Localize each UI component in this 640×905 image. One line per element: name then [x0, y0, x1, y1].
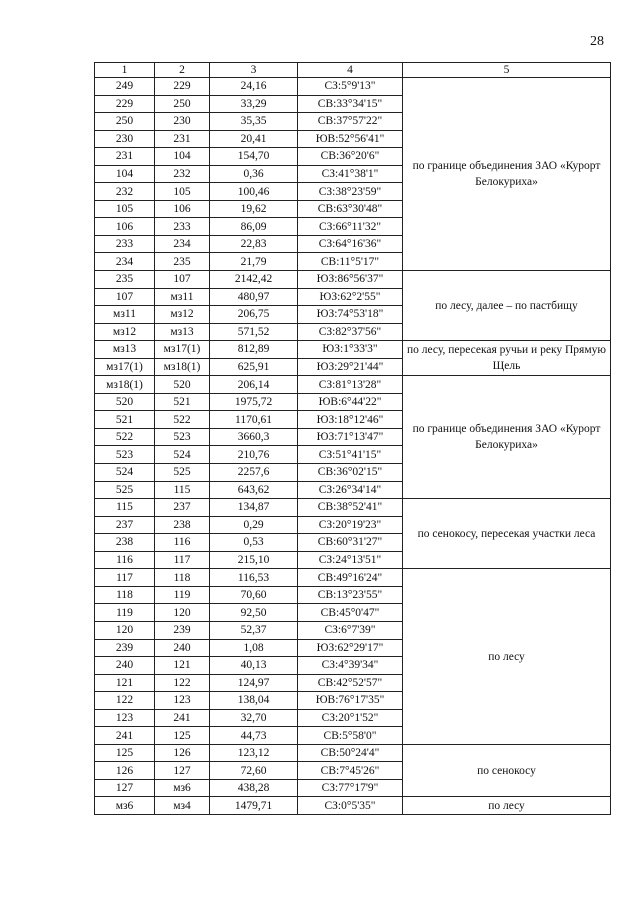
table-cell: 522	[95, 428, 155, 446]
table-cell: ЮЗ:62°29'17"	[298, 639, 403, 657]
table-cell: 625,91	[210, 358, 298, 376]
table-cell: 32,70	[210, 709, 298, 727]
table-cell: 231	[155, 130, 210, 148]
table-cell: 1170,61	[210, 411, 298, 429]
table-row	[95, 569, 611, 587]
table-cell: СЗ:24°13'51"	[298, 551, 403, 569]
table-cell: 105	[95, 200, 155, 218]
route-description-cell: по лесу, далее – по пастбищу	[403, 271, 611, 341]
table-cell: СЗ:82°37'56"	[298, 323, 403, 341]
table-cell: 104	[155, 148, 210, 166]
table-cell: 106	[95, 218, 155, 236]
table-cell: СВ:45°0'47"	[298, 604, 403, 622]
table-row	[95, 341, 611, 359]
table-cell: 70,60	[210, 586, 298, 604]
table-body	[95, 78, 611, 815]
table-cell: 24,16	[210, 78, 298, 96]
table-cell: СЗ:77°17'9"	[298, 779, 403, 797]
table-cell: 520	[155, 376, 210, 394]
table-cell: 522	[155, 411, 210, 429]
table-cell: 210,76	[210, 446, 298, 464]
table-cell: СЗ:66°11'32"	[298, 218, 403, 236]
table-cell: 107	[155, 271, 210, 289]
table-cell: 238	[95, 534, 155, 552]
table-cell: мз4	[155, 797, 210, 815]
table-cell: 92,50	[210, 604, 298, 622]
table-cell: 238	[155, 516, 210, 534]
table-cell: 237	[155, 499, 210, 517]
table-cell: 235	[155, 253, 210, 271]
table-row	[95, 744, 611, 762]
table-cell: 0,29	[210, 516, 298, 534]
table-cell: 206,75	[210, 306, 298, 324]
table-cell: 241	[95, 727, 155, 745]
table-cell: 520	[95, 393, 155, 411]
table-cell: 230	[155, 113, 210, 131]
table-cell: СЗ:20°19'23"	[298, 516, 403, 534]
table-cell: 229	[155, 78, 210, 96]
table-cell: 100,46	[210, 183, 298, 201]
table-cell: мз17(1)	[155, 341, 210, 359]
table-cell: ЮЗ:62°2'55"	[298, 288, 403, 306]
table-cell: ЮЗ:86°56'37"	[298, 271, 403, 289]
table-cell: 234	[155, 235, 210, 253]
table-cell: ЮЗ:1°33'3"	[298, 341, 403, 359]
table-cell: 120	[95, 621, 155, 639]
table-cell: 249	[95, 78, 155, 96]
table-cell: 3660,3	[210, 428, 298, 446]
table-cell: 643,62	[210, 481, 298, 499]
table-cell: 117	[95, 569, 155, 587]
table-cell: мз12	[155, 306, 210, 324]
table-cell: ЮЗ:71°13'47"	[298, 428, 403, 446]
table-cell: 232	[155, 165, 210, 183]
table-cell: 0,53	[210, 534, 298, 552]
table-cell: 123,12	[210, 744, 298, 762]
table-cell: ЮЗ:18°12'46"	[298, 411, 403, 429]
table-cell: 230	[95, 130, 155, 148]
table-cell: 124,97	[210, 674, 298, 692]
table-row	[95, 499, 611, 517]
table-cell: 521	[155, 393, 210, 411]
table-cell: 125	[155, 727, 210, 745]
table-cell: 525	[95, 481, 155, 499]
table-cell: СЗ:41°38'1"	[298, 165, 403, 183]
route-description-cell: по сенокосу	[403, 744, 611, 797]
table-cell: 120	[155, 604, 210, 622]
table-cell: 215,10	[210, 551, 298, 569]
header-cell: 2	[155, 63, 210, 78]
route-description-cell: по лесу, пересекая ручьи и реку Прямую Щель	[403, 341, 611, 376]
table-cell: 234	[95, 253, 155, 271]
table-cell: 480,97	[210, 288, 298, 306]
table-cell: СЗ:26°34'14"	[298, 481, 403, 499]
table-cell: СВ:38°52'41"	[298, 499, 403, 517]
table-cell: 22,83	[210, 235, 298, 253]
route-description-cell: по границе объединения ЗАО «Курорт Белокуриха»	[403, 376, 611, 499]
table-cell: 524	[95, 464, 155, 482]
table-cell: 138,04	[210, 692, 298, 710]
table-cell: 2257,6	[210, 464, 298, 482]
table-cell: СЗ:38°23'59"	[298, 183, 403, 201]
table-cell: 115	[155, 481, 210, 499]
table-cell: мз11	[155, 288, 210, 306]
table-cell: СВ:36°20'6"	[298, 148, 403, 166]
table-row	[95, 376, 611, 394]
table-cell: 250	[95, 113, 155, 131]
table-cell: СЗ:20°1'52"	[298, 709, 403, 727]
table-cell: мз17(1)	[95, 358, 155, 376]
table-cell: 86,09	[210, 218, 298, 236]
table-cell: 106	[155, 200, 210, 218]
table-cell: 232	[95, 183, 155, 201]
table-cell: 33,29	[210, 95, 298, 113]
table-cell: 40,13	[210, 657, 298, 675]
table-cell: 118	[155, 569, 210, 587]
boundary-table	[94, 62, 611, 815]
table-cell: 1,08	[210, 639, 298, 657]
table-cell: 239	[95, 639, 155, 657]
table-cell: 127	[95, 779, 155, 797]
table-cell: 2142,42	[210, 271, 298, 289]
table-cell: СВ:13°23'55"	[298, 586, 403, 604]
table-cell: СВ:37°57'22"	[298, 113, 403, 131]
table-cell: СВ:5°58'0"	[298, 727, 403, 745]
table-cell: ЮВ:52°56'41"	[298, 130, 403, 148]
table-cell: 233	[95, 235, 155, 253]
table-cell: 123	[95, 709, 155, 727]
table-cell: 72,60	[210, 762, 298, 780]
header-cell: 1	[95, 63, 155, 78]
table-cell: СВ:11°5'17"	[298, 253, 403, 271]
table-cell: 523	[155, 428, 210, 446]
table-cell: 525	[155, 464, 210, 482]
table-cell: 206,14	[210, 376, 298, 394]
table-cell: 438,28	[210, 779, 298, 797]
table-cell: 134,87	[210, 499, 298, 517]
table-cell: мз13	[95, 341, 155, 359]
table-row	[95, 271, 611, 289]
table-cell: мз18(1)	[95, 376, 155, 394]
route-description-cell: по границе объединения ЗАО «Курорт Белокуриха»	[403, 78, 611, 271]
table-row	[95, 78, 611, 96]
table-cell: 241	[155, 709, 210, 727]
table-cell: 125	[95, 744, 155, 762]
header-cell: 5	[403, 63, 611, 78]
table-cell: 127	[155, 762, 210, 780]
table-cell: 239	[155, 621, 210, 639]
table-cell: СВ:36°02'15"	[298, 464, 403, 482]
table-cell: 235	[95, 271, 155, 289]
table-cell: 123	[155, 692, 210, 710]
table-cell: 122	[155, 674, 210, 692]
table-cell: СВ:49°16'24"	[298, 569, 403, 587]
header-row	[95, 63, 611, 78]
table-cell: 233	[155, 218, 210, 236]
table-cell: ЮВ:6°44'22"	[298, 393, 403, 411]
table-cell: 20,41	[210, 130, 298, 148]
table-cell: ЮЗ:74°53'18"	[298, 306, 403, 324]
table-cell: мз11	[95, 306, 155, 324]
table-row	[95, 797, 611, 815]
page-number: 28	[590, 34, 604, 49]
header-cell: 3	[210, 63, 298, 78]
table-cell: 19,62	[210, 200, 298, 218]
table-cell: 126	[95, 762, 155, 780]
table-cell: СЗ:4°39'34"	[298, 657, 403, 675]
table-cell: 107	[95, 288, 155, 306]
table-cell: 105	[155, 183, 210, 201]
table-cell: 154,70	[210, 148, 298, 166]
route-description-cell: по лесу	[403, 569, 611, 744]
table-cell: 524	[155, 446, 210, 464]
table-cell: ЮВ:76°17'35"	[298, 692, 403, 710]
table-cell: 115	[95, 499, 155, 517]
table-cell: 121	[155, 657, 210, 675]
table-cell: мз12	[95, 323, 155, 341]
table-cell: 21,79	[210, 253, 298, 271]
table-cell: 523	[95, 446, 155, 464]
table-cell: СЗ:51°41'15"	[298, 446, 403, 464]
table-cell: СВ:63°30'48"	[298, 200, 403, 218]
table-cell: мз6	[155, 779, 210, 797]
table-cell: 116,53	[210, 569, 298, 587]
table-cell: 122	[95, 692, 155, 710]
table-cell: СЗ:0°5'35"	[298, 797, 403, 815]
route-description-cell: по лесу	[403, 797, 611, 815]
table-cell: 44,73	[210, 727, 298, 745]
table-cell: 250	[155, 95, 210, 113]
table-cell: СВ:7°45'26"	[298, 762, 403, 780]
table-cell: 240	[155, 639, 210, 657]
route-description-cell: по сенокосу, пересекая участки леса	[403, 499, 611, 569]
table-cell: 571,52	[210, 323, 298, 341]
table-cell: СВ:60°31'27"	[298, 534, 403, 552]
table-cell: 119	[155, 586, 210, 604]
table-cell: 116	[95, 551, 155, 569]
table-cell: 35,35	[210, 113, 298, 131]
table-cell: 126	[155, 744, 210, 762]
table-cell: 116	[155, 534, 210, 552]
table-cell: 0,36	[210, 165, 298, 183]
table-cell: СВ:42°52'57"	[298, 674, 403, 692]
table-cell: 52,37	[210, 621, 298, 639]
table-cell: СВ:50°24'4"	[298, 744, 403, 762]
table-cell: 119	[95, 604, 155, 622]
table-cell: 118	[95, 586, 155, 604]
table-cell: 229	[95, 95, 155, 113]
table-cell: мз18(1)	[155, 358, 210, 376]
table-cell: СЗ:81°13'28"	[298, 376, 403, 394]
table-cell: СЗ:5°9'13"	[298, 78, 403, 96]
table-cell: 1479,71	[210, 797, 298, 815]
table-cell: 1975,72	[210, 393, 298, 411]
table-cell: СВ:33°34'15"	[298, 95, 403, 113]
table-cell: 117	[155, 551, 210, 569]
table-cell: СЗ:64°16'36"	[298, 235, 403, 253]
table-cell: 812,89	[210, 341, 298, 359]
table-cell: 121	[95, 674, 155, 692]
table-cell: 237	[95, 516, 155, 534]
table-cell: мз13	[155, 323, 210, 341]
table-cell: СЗ:6°7'39"	[298, 621, 403, 639]
table-cell: мз6	[95, 797, 155, 815]
table-cell: 231	[95, 148, 155, 166]
header-cell: 4	[298, 63, 403, 78]
table-cell: 104	[95, 165, 155, 183]
table-cell: 521	[95, 411, 155, 429]
table-cell: ЮЗ:29°21'44"	[298, 358, 403, 376]
table-cell: 240	[95, 657, 155, 675]
